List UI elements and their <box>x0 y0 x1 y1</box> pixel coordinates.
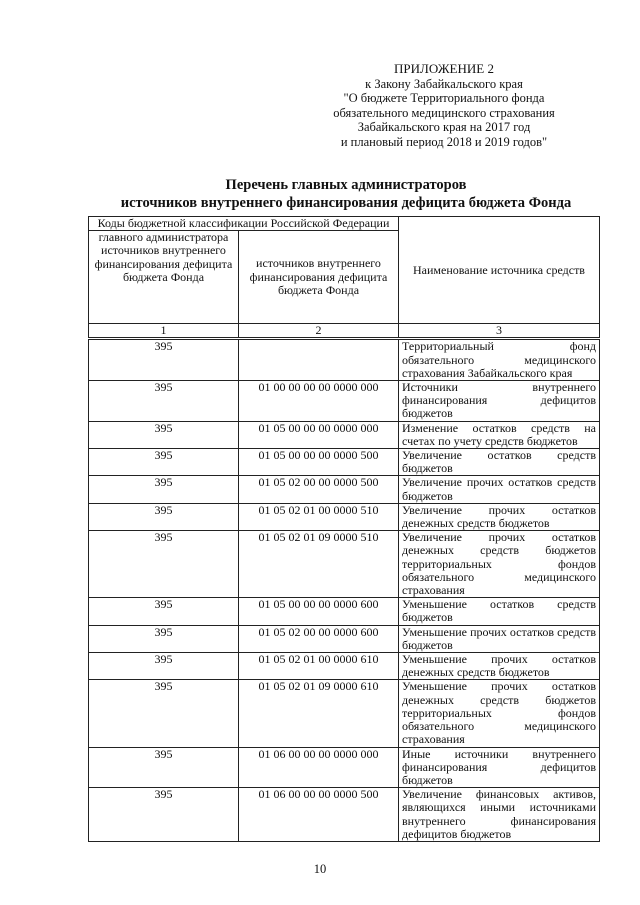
cell-source-name: Уменьшение прочих остатков денежных средств бюджетов <box>399 653 600 680</box>
cell-source-code: 01 06 00 00 00 0000 500 <box>239 788 399 842</box>
table-row <box>89 339 600 381</box>
table-row <box>89 680 600 747</box>
appendix-line: Забайкальского края на 2017 год <box>357 120 531 135</box>
cell-admin-code: 395 <box>89 625 239 652</box>
cell-source-code: 01 05 02 00 00 0000 500 <box>239 476 399 503</box>
cell-source-code: 01 05 00 00 00 0000 000 <box>239 421 399 448</box>
cell-admin-code: 395 <box>89 421 239 448</box>
appendix-title: ПРИЛОЖЕНИЕ 2 <box>394 61 494 76</box>
cell-source-code: 01 05 02 01 00 0000 510 <box>239 503 399 530</box>
cell-source-name: Уменьшение прочих остатков денежных средств бюджетов территориальных фондов обязательного медицинского страхования <box>399 680 600 747</box>
cell-source-code: 01 05 02 01 09 0000 610 <box>239 680 399 747</box>
document-title-line1: Перечень главных администраторов <box>225 177 467 193</box>
cell-admin-code: 395 <box>89 747 239 788</box>
table-header <box>89 217 600 339</box>
cell-source-name: Территориальный фонд обязательного медицинского страхования Забайкальского края <box>399 339 600 381</box>
cell-admin-code: 395 <box>89 503 239 530</box>
header-number-3: 3 <box>399 324 600 339</box>
cell-source-name: Уменьшение остатков средств бюджетов <box>399 598 600 625</box>
appendix-line: к Закону Забайкальского края <box>365 76 523 91</box>
table-row <box>89 381 600 422</box>
table-row <box>89 598 600 625</box>
table-row <box>89 653 600 680</box>
sources-table <box>88 216 600 842</box>
cell-source-name: Иные источники внутреннего финансирования дефицитов бюджетов <box>399 747 600 788</box>
table-row <box>89 421 600 448</box>
appendix-header <box>314 62 574 150</box>
cell-admin-code: 395 <box>89 653 239 680</box>
cell-admin-code: 395 <box>89 788 239 842</box>
cell-source-code: 01 05 00 00 00 0000 600 <box>239 598 399 625</box>
cell-admin-code: 395 <box>89 381 239 422</box>
header-number-row <box>89 324 600 339</box>
cell-admin-code: 395 <box>89 476 239 503</box>
cell-source-name: Источники внутреннего финансирования дефицитов бюджетов <box>399 381 600 422</box>
cell-source-code: 01 00 00 00 00 0000 000 <box>239 381 399 422</box>
appendix-line: и плановый период 2018 и 2019 годов" <box>340 134 548 149</box>
table-row <box>89 449 600 476</box>
table-body <box>89 339 600 842</box>
cell-source-code: 01 06 00 00 00 0000 000 <box>239 747 399 788</box>
cell-admin-code: 395 <box>89 680 239 747</box>
table-row <box>89 531 600 598</box>
table-row <box>89 476 600 503</box>
table-row <box>89 625 600 652</box>
header-admin-code: главного администратора источников внутреннего финансирования дефицита бюджета Фонда <box>89 231 239 324</box>
appendix-line: "О бюджете Территориального фонда <box>343 91 545 106</box>
cell-source-name: Увеличение остатков средств бюджетов <box>399 449 600 476</box>
cell-source-code: 01 05 00 00 00 0000 500 <box>239 449 399 476</box>
table-row <box>89 788 600 842</box>
cell-source-code <box>239 339 399 381</box>
header-number-1: 1 <box>89 324 239 339</box>
table-row <box>89 747 600 788</box>
header-codes-group: Коды бюджетной классификации Российской Федерации <box>89 217 399 231</box>
cell-source-code: 01 05 02 01 09 0000 510 <box>239 531 399 598</box>
header-number-2: 2 <box>239 324 399 339</box>
cell-source-name: Увеличение прочих остатков денежных средств бюджетов <box>399 503 600 530</box>
document-title-line2: источников внутреннего финансирования дефицита бюджета Фонда <box>120 194 572 211</box>
table-row <box>89 503 600 530</box>
cell-source-code: 01 05 02 00 00 0000 600 <box>239 625 399 652</box>
cell-admin-code: 395 <box>89 339 239 381</box>
cell-source-name: Изменение остатков средств на счетах по учету средств бюджетов <box>399 421 600 448</box>
cell-source-name: Увеличение прочих остатков средств бюджетов <box>399 476 600 503</box>
cell-admin-code: 395 <box>89 598 239 625</box>
header-source-code: источников внутреннего финансирования дефицита бюджета Фонда <box>239 231 399 324</box>
cell-admin-code: 395 <box>89 531 239 598</box>
cell-source-name: Увеличение финансовых активов, являющихся иными источниками внутреннего финансирования дефицитов бюджетов <box>399 788 600 842</box>
cell-source-name: Уменьшение прочих остатков средств бюджетов <box>399 625 600 652</box>
page-number: 10 <box>313 862 327 876</box>
document-title <box>96 177 596 212</box>
cell-source-code: 01 05 02 01 00 0000 610 <box>239 653 399 680</box>
cell-source-name: Увеличение прочих остатков денежных средств бюджетов территориальных фондов обязательного медицинского страхования <box>399 531 600 598</box>
header-source-name: Наименование источника средств <box>399 217 600 324</box>
appendix-line: обязательного медицинского страхования <box>333 105 555 120</box>
cell-admin-code: 395 <box>89 449 239 476</box>
